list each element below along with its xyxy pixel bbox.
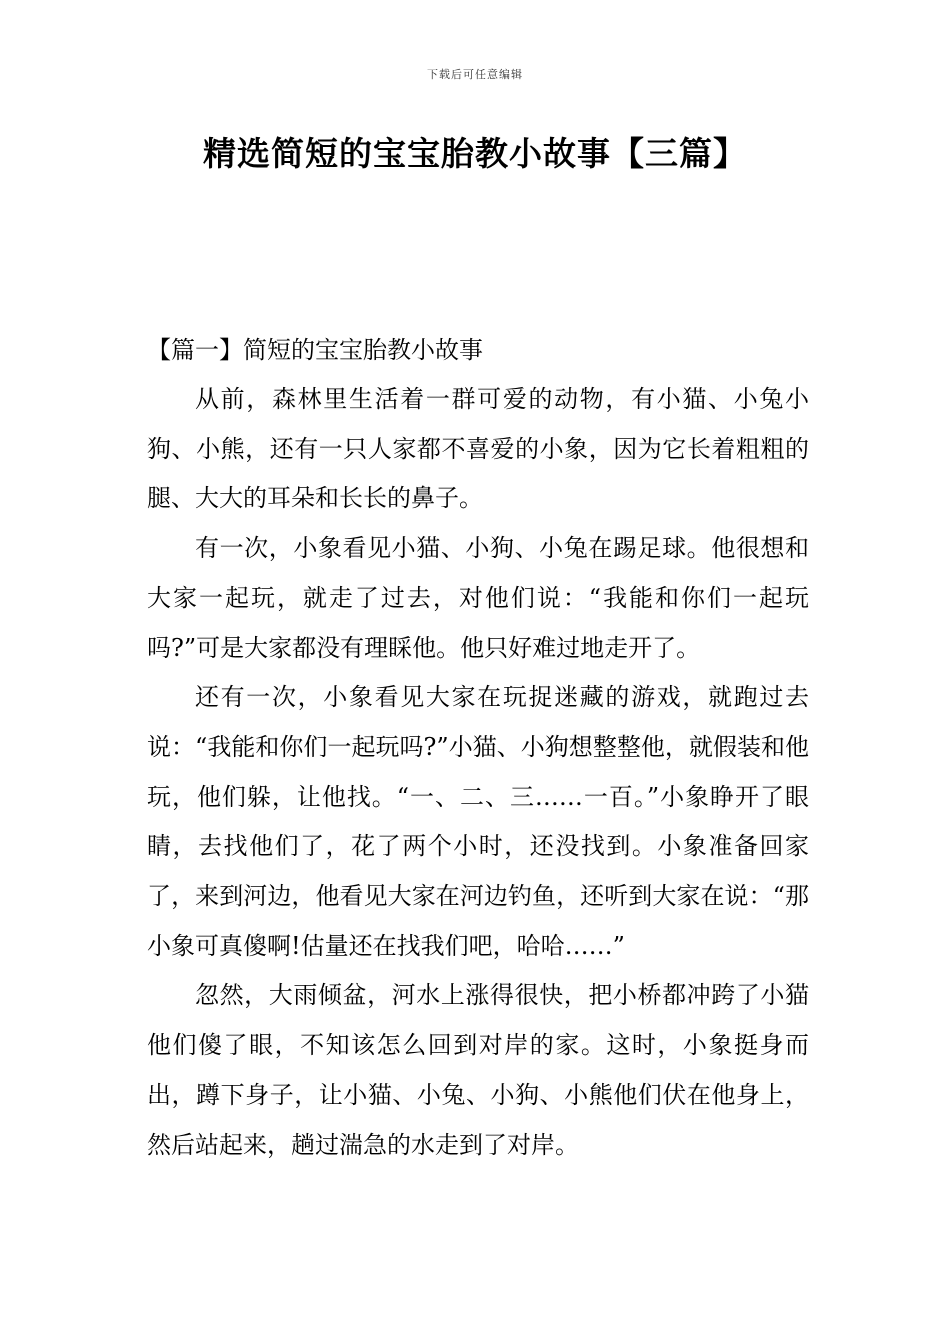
header-note: 下载后可任意编辑 [427, 68, 523, 81]
paragraph-4: 忽然，大雨倾盆，河水上涨得很快，把小桥都冲跨了小猫他们傻了眼，不知该怎么回到对岸的家。这时，小象挺身而出，蹲下身子，让小猫、小兔、小狗、小熊他们伏在他身上，然后站起来，趟过湍急的水走到了对岸。 [147, 981, 809, 1159]
document-body [147, 325, 809, 1170]
document-title: 精选简短的宝宝胎教小故事【三篇】 [203, 134, 747, 173]
paragraph-1: 从前，森林里生活着一群可爱的动物，有小猫、小兔小狗、小熊，还有一只人家都不喜爱的小象，因为它长着粗粗的腿、大大的耳朵和长长的鼻子。 [147, 385, 809, 513]
section-heading: 【篇一】简短的宝宝胎教小故事 [147, 336, 483, 364]
paragraph-3: 还有一次，小象看见大家在玩捉迷藏的游戏，就跑过去说：“我能和你们一起玩吗?”小猫、小狗想整整他，就假装和他玩，他们躲，让他找。“一、二、三……一百。”小象睁开了眼睛，去找他们了，花了两个小时，还没找到。小象准备回家了，来到河边，他看见大家在河边钓鱼，还听到大家在说：“那小象可真傻啊!估量还在找我们吧，哈哈……” [147, 683, 809, 960]
paragraph-2: 有一次，小象看见小猫、小狗、小兔在踢足球。他很想和大家一起玩，就走了过去，对他们说：“我能和你们一起玩吗?”可是大家都没有理睬他。他只好难过地走开了。 [147, 534, 809, 662]
